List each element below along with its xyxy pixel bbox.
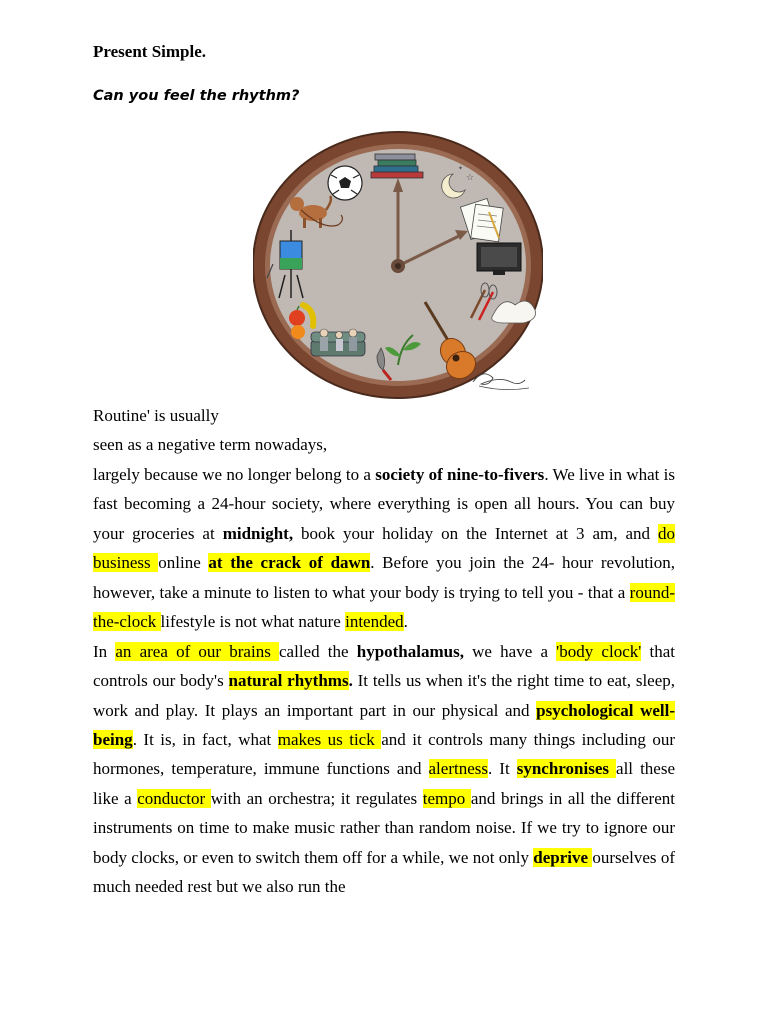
highlighted-phrase: 'body clock' bbox=[556, 641, 642, 661]
highlighted-bold-phrase: at the crack of dawn bbox=[208, 553, 371, 573]
highlighted-phrase: conductor bbox=[137, 788, 211, 808]
paragraph-1: largely because we no longer belong to a society of nine-to-fivers. We live in what is fast becoming a 24-hour society, where everything is open all hours. You can buy your groceries at midnight, book your holiday on the Internet at 3 am, and do business online at the crack of dawn. Before you join the 24- hour revolution, however, take a minute to listen to what your body is trying to tell you - that a round-the-clock lifestyle is not what nature intended. bbox=[93, 464, 675, 632]
highlighted-bold-phrase: psychological well-being bbox=[93, 700, 675, 749]
books-icon bbox=[371, 154, 423, 178]
highlighted-phrase: makes us tick bbox=[277, 729, 382, 749]
highlighted-phrase: do business bbox=[93, 523, 675, 573]
highlighted-phrase: round-the-clock bbox=[93, 582, 675, 632]
family-on-sofa-icon bbox=[311, 329, 365, 356]
tv-monitor-icon bbox=[477, 243, 521, 275]
article-body bbox=[93, 401, 675, 902]
svg-text:✦: ✦ bbox=[458, 165, 464, 172]
soccer-ball-icon bbox=[328, 166, 362, 200]
highlighted-phrase: alertness bbox=[428, 759, 488, 779]
artist-signature-icon bbox=[473, 374, 529, 390]
highlighted-phrase: an area of our brains bbox=[115, 641, 279, 661]
highlighted-bold-phrase: synchronises bbox=[516, 759, 617, 779]
clock-svg bbox=[253, 130, 543, 400]
highlighted-bold-phrase: deprive bbox=[533, 847, 593, 867]
svg-text:☆: ☆ bbox=[466, 173, 475, 183]
page-subtitle: Can you feel the rhythm? bbox=[93, 88, 300, 104]
highlighted-bold-phrase: natural rhythms bbox=[228, 671, 349, 691]
bold-phrase: society of nine-to-fivers bbox=[375, 464, 545, 484]
bold-phrase: hypothalamus, bbox=[356, 641, 464, 661]
highlighted-phrase: tempo bbox=[422, 788, 471, 808]
body-line-2: seen as a negative term nowadays, bbox=[93, 435, 328, 455]
clock-illustration bbox=[253, 130, 543, 400]
page-title: Present Simple. bbox=[93, 42, 207, 61]
paragraph-2: In an area of our brains called the hypothalamus, we have a 'body clock' that controls our body's natural rhythms. It tells us when it's the right time to eat, sleep, work and play. It plays an important part in our physical and psychological well-being. It is, in fact, what makes us tick and it controls many things including our hormones, temperature, immune functions and alertness. It synchronises all these like a conductor with an orchestra; it regulates tempo and brings in all the different instruments on time to make music rather than random noise. If we try to ignore our body clocks, or even to switch them off for a while, we not only deprive ourselves of much needed rest but we also run the bbox=[93, 641, 676, 897]
body-line-1: Routine' is usually bbox=[93, 406, 219, 425]
highlighted-phrase: intended bbox=[345, 612, 404, 632]
bold-phrase: midnight, bbox=[222, 523, 294, 543]
